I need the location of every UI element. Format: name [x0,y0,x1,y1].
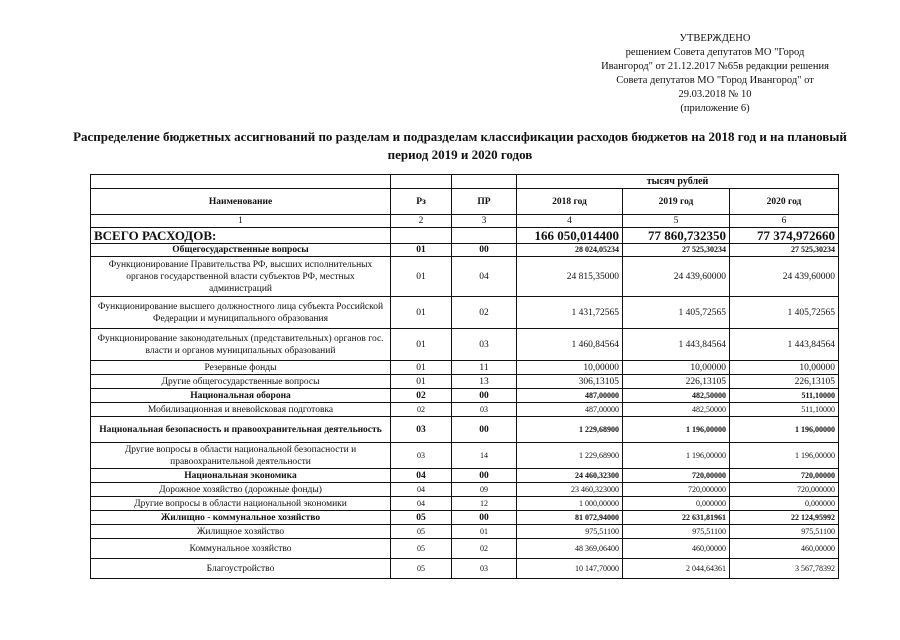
row-name: Национальная экономика [91,469,391,483]
total-row [91,228,839,244]
total-rz [391,228,452,244]
table-row [91,539,839,559]
row-rz: 05 [391,539,452,559]
row-value-2020: 226,13105 [730,375,839,389]
row-name: Коммунальное хозяйство [91,539,391,559]
title-line-2: период 2019 и 2020 годов [387,147,533,162]
table-row [91,525,839,539]
row-value-2020: 511,10000 [730,403,839,417]
row-value-2018: 1 431,72565 [517,297,623,329]
row-name: Жилищно - коммунальное хозяйство [91,511,391,525]
row-value-2019: 0,000000 [623,497,730,511]
column-number: 3 [452,215,517,228]
total-2019: 77 860,732350 [623,228,730,244]
row-value-2018: 23 460,323000 [517,483,623,497]
row-value-2020: 22 124,95992 [730,511,839,525]
budget-table [90,174,839,579]
approval-line: УТВЕРЖДЕНО [679,33,751,44]
header-cell: Наименование [91,189,391,215]
approval-line: решением Совета депутатов МО "Город [625,47,805,58]
row-pr: 09 [452,483,517,497]
row-value-2020: 511,10000 [730,389,839,403]
row-name: Благоустройство [91,559,391,579]
row-value-2020: 3 567,78392 [730,559,839,579]
header-cell: ПР [452,189,517,215]
row-rz: 01 [391,244,452,257]
row-value-2019: 1 443,84564 [623,329,730,361]
total-pr [452,228,517,244]
table-row [91,257,839,297]
table-row [91,361,839,375]
blank-cell [452,175,517,189]
row-pr: 01 [452,525,517,539]
row-value-2018: 24 815,35000 [517,257,623,297]
row-value-2020: 975,51100 [730,525,839,539]
row-rz: 01 [391,329,452,361]
row-value-2018: 1 000,00000 [517,497,623,511]
row-value-2019: 226,13105 [623,375,730,389]
section-row [91,469,839,483]
title-line-1: Распределение бюджетных ассигнований по разделам и подразделам классификации расходов бюджетов на 2018 год и на плановый [73,129,847,144]
row-value-2019: 1 405,72565 [623,297,730,329]
row-pr: 03 [452,403,517,417]
table-row [91,443,839,469]
row-rz: 01 [391,257,452,297]
row-rz: 02 [391,403,452,417]
row-name: Функционирование высшего должностного лица субъекта Российской Федерации и муниципального образования [91,297,391,329]
row-name: Другие общегосударственные вопросы [91,375,391,389]
row-pr: 14 [452,443,517,469]
row-value-2018: 1 460,84564 [517,329,623,361]
row-pr: 02 [452,297,517,329]
row-value-2018: 487,00000 [517,389,623,403]
header-row [91,189,839,215]
row-pr: 02 [452,539,517,559]
table-row [91,375,839,389]
row-pr: 03 [452,329,517,361]
row-rz: 02 [391,389,452,403]
column-number: 4 [517,215,623,228]
column-number: 1 [91,215,391,228]
row-name: Другие вопросы в области национальной экономики [91,497,391,511]
row-pr: 00 [452,417,517,443]
column-number: 2 [391,215,452,228]
section-row [91,389,839,403]
row-value-2019: 720,00000 [623,469,730,483]
header-cell: 2018 год [517,189,623,215]
row-value-2019: 22 631,81961 [623,511,730,525]
row-value-2018: 28 024,05234 [517,244,623,257]
row-pr: 13 [452,375,517,389]
document-title [60,128,860,164]
header-cell: Рз [391,189,452,215]
unit-row [91,175,839,189]
row-rz: 03 [391,443,452,469]
row-name: Функционирование законодательных (представительных) органов гос. власти и органов муниципальных образований [91,329,391,361]
row-value-2018: 1 229,68900 [517,417,623,443]
row-name: Резервные фонды [91,361,391,375]
row-name: Жилищное хозяйство [91,525,391,539]
approval-stamp [600,32,830,116]
blank-cell [91,175,391,189]
row-rz: 05 [391,511,452,525]
row-value-2020: 0,000000 [730,497,839,511]
section-row [91,511,839,525]
row-name: Национальная оборона [91,389,391,403]
row-value-2018: 1 229,68900 [517,443,623,469]
row-rz: 01 [391,375,452,389]
row-value-2018: 81 072,94000 [517,511,623,525]
row-value-2020: 1 443,84564 [730,329,839,361]
row-value-2018: 10,00000 [517,361,623,375]
approval-line: (приложение 6) [680,103,750,114]
total-label: ВСЕГО РАСХОДОВ: [91,228,391,244]
row-value-2018: 48 369,06400 [517,539,623,559]
row-value-2020: 460,00000 [730,539,839,559]
unit-label: тысяч рублей [517,175,839,189]
row-value-2019: 27 525,30234 [623,244,730,257]
row-rz: 05 [391,525,452,539]
row-value-2018: 10 147,70000 [517,559,623,579]
row-pr: 00 [452,511,517,525]
row-pr: 00 [452,469,517,483]
column-number: 5 [623,215,730,228]
row-value-2020: 720,00000 [730,469,839,483]
row-value-2020: 1 196,00000 [730,417,839,443]
row-value-2018: 24 460,32300 [517,469,623,483]
table-row [91,497,839,511]
row-value-2018: 487,00000 [517,403,623,417]
table-row [91,483,839,497]
row-name: Национальная безопасность и правоохранительная деятельность [91,417,391,443]
row-pr: 04 [452,257,517,297]
row-name: Другие вопросы в области национальной безопасности и правоохранительной деятельности [91,443,391,469]
row-rz: 01 [391,361,452,375]
total-2018: 166 050,014400 [517,228,623,244]
row-value-2019: 482,50000 [623,389,730,403]
row-value-2019: 2 044,64361 [623,559,730,579]
row-value-2018: 306,13105 [517,375,623,389]
row-value-2019: 10,00000 [623,361,730,375]
row-rz: 01 [391,297,452,329]
row-value-2018: 975,51100 [517,525,623,539]
approval-line: 29.03.2018 № 10 [678,89,752,100]
section-row [91,417,839,443]
table-row [91,329,839,361]
row-value-2019: 1 196,00000 [623,443,730,469]
row-pr: 03 [452,559,517,579]
header-cell: 2020 год [730,189,839,215]
row-rz: 04 [391,483,452,497]
table-row [91,559,839,579]
table-row [91,297,839,329]
row-value-2019: 460,00000 [623,539,730,559]
row-pr: 12 [452,497,517,511]
row-name: Общегосударственные вопросы [91,244,391,257]
section-row [91,244,839,257]
row-value-2019: 482,50000 [623,403,730,417]
total-2020: 77 374,972660 [730,228,839,244]
row-value-2020: 27 525,30234 [730,244,839,257]
row-value-2020: 10,00000 [730,361,839,375]
row-value-2019: 975,51100 [623,525,730,539]
row-rz: 05 [391,559,452,579]
row-value-2019: 720,000000 [623,483,730,497]
approval-line: Ивангород" от 21.12.2017 №65в редакции решения [601,61,829,72]
approval-line: Совета депутатов МО "Город Ивангород" от [616,75,814,86]
row-name: Дорожное хозяйство (дорожные фонды) [91,483,391,497]
row-name: Функционирование Правительства РФ, высших исполнительных органов государственной власти субъектов РФ, местных администраций [91,257,391,297]
row-value-2020: 720,000000 [730,483,839,497]
row-rz: 04 [391,497,452,511]
blank-cell [391,175,452,189]
row-rz: 03 [391,417,452,443]
row-rz: 04 [391,469,452,483]
row-value-2020: 1 196,00000 [730,443,839,469]
row-value-2020: 24 439,60000 [730,257,839,297]
column-number: 6 [730,215,839,228]
column-number-row [91,215,839,228]
row-value-2020: 1 405,72565 [730,297,839,329]
header-cell: 2019 год [623,189,730,215]
row-pr: 00 [452,389,517,403]
row-pr: 00 [452,244,517,257]
row-pr: 11 [452,361,517,375]
table-row [91,403,839,417]
row-value-2019: 24 439,60000 [623,257,730,297]
row-name: Мобилизационная и вневойсковая подготовка [91,403,391,417]
row-value-2019: 1 196,00000 [623,417,730,443]
